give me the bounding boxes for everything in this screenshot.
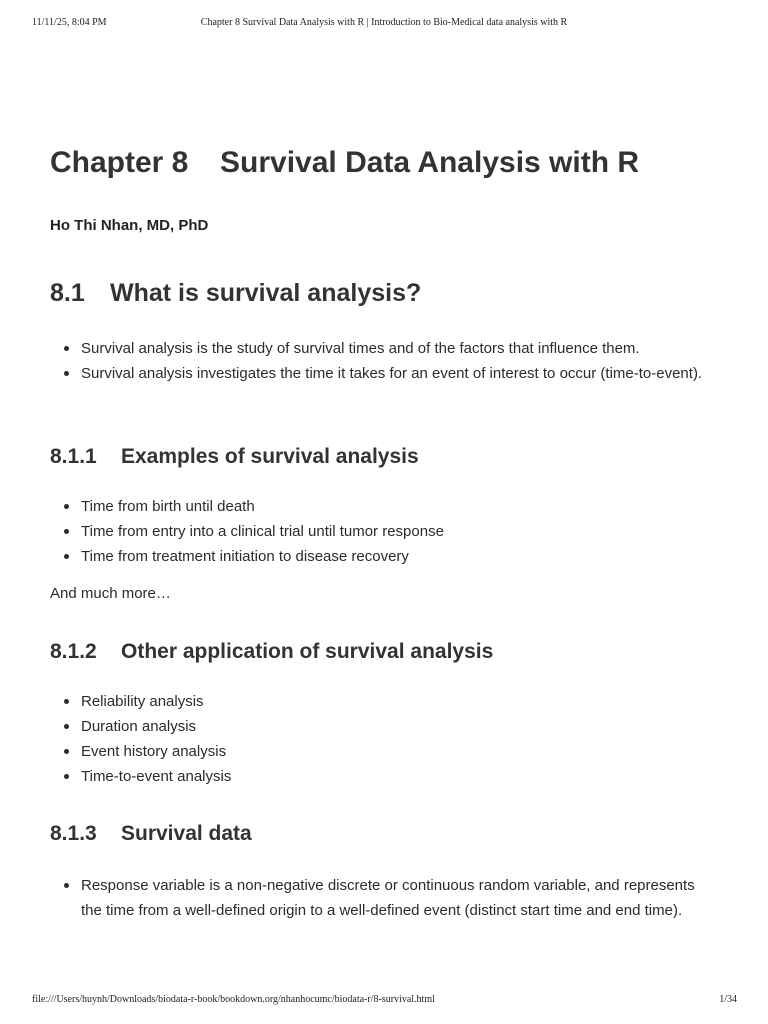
section-number: 8.1.1 — [50, 445, 97, 468]
list-item: Reliability analysis — [50, 689, 710, 714]
chapter-number: Chapter 8 — [50, 146, 189, 179]
list-item: Survival analysis is the study of survival times and of the factors that influence them. — [50, 336, 710, 361]
section-title: What is survival analysis? — [110, 279, 422, 307]
section-heading-8-1-1 — [50, 445, 419, 469]
chapter-title-text: Survival Data Analysis with R — [220, 146, 640, 179]
section-title: Other application of survival analysis — [121, 640, 494, 663]
list-item: Time from entry into a clinical trial until tumor response — [50, 519, 710, 544]
bullet-list-8-1-3 — [50, 873, 710, 923]
bullet-list-8-1-1 — [50, 494, 710, 569]
list-item: Event history analysis — [50, 739, 710, 764]
section-number: 8.1.2 — [50, 640, 97, 663]
print-page-title: Chapter 8 Survival Data Analysis with R | Introduction to Bio-Medical data analysis with R — [200, 17, 568, 28]
list-item: Survival analysis investigates the time it takes for an event of interest to occur (time-to-event). — [50, 361, 710, 386]
section-number: 8.1 — [50, 279, 85, 307]
print-datetime: 11/11/25, 8:04 PM — [32, 17, 107, 28]
paragraph-and-much-more: And much more… — [50, 585, 171, 602]
section-number: 8.1.3 — [50, 822, 97, 845]
list-item: Time-to-event analysis — [50, 764, 710, 789]
page-number: 1/34 — [719, 994, 737, 1005]
bullet-list-8-1-2 — [50, 689, 710, 789]
bullet-list-8-1 — [50, 336, 710, 386]
list-item: Time from treatment initiation to disease recovery — [50, 544, 710, 569]
list-item: Time from birth until death — [50, 494, 710, 519]
list-item: Duration analysis — [50, 714, 710, 739]
section-title: Survival data — [121, 822, 252, 845]
section-title: Examples of survival analysis — [121, 445, 419, 468]
section-heading-8-1-2 — [50, 640, 493, 664]
section-heading-8-1 — [50, 279, 421, 308]
list-item: Response variable is a non-negative discrete or continuous random variable, and represents the time from a well-defined origin to a well-defined event (distinct start time and end time). — [50, 873, 710, 923]
print-header — [0, 17, 768, 31]
section-heading-8-1-3 — [50, 822, 252, 846]
print-url: file:///Users/huynh/Downloads/biodata-r-book/bookdown.org/nhanhocumc/biodata-r/8-survival.html — [32, 994, 435, 1005]
author: Ho Thi Nhan, MD, PhD — [50, 217, 209, 234]
chapter-title — [50, 146, 639, 180]
